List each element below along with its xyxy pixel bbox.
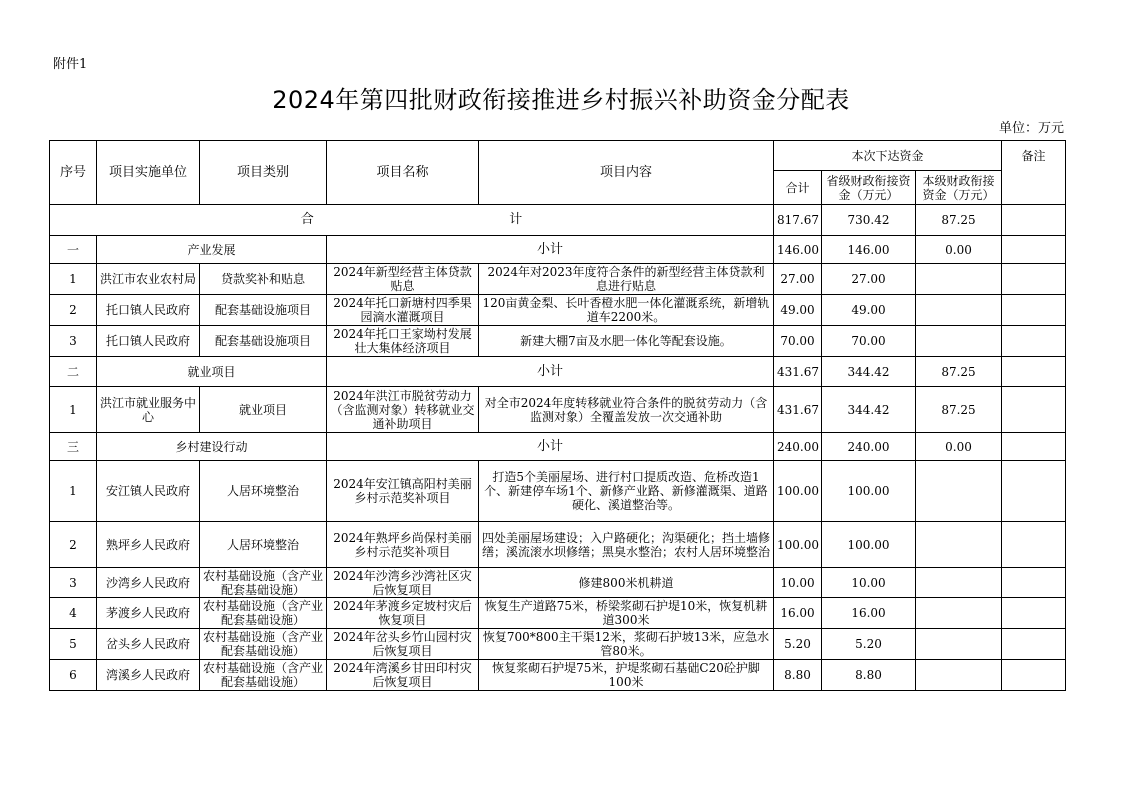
row-category: 就业项目 [200, 387, 327, 433]
row-remark [1002, 387, 1066, 433]
row-local [916, 295, 1002, 326]
row-total: 49.00 [774, 295, 822, 326]
section-total: 240.00 [774, 433, 822, 461]
row-seq: 2 [50, 295, 97, 326]
row-org: 熟坪乡人民政府 [97, 522, 200, 568]
section-name: 产业发展 [97, 236, 327, 264]
header-local: 本级财政衔接资金（万元） [916, 171, 1002, 205]
header-total: 合计 [774, 171, 822, 205]
row-provincial: 16.00 [822, 598, 916, 629]
grand-total-amount: 817.67 [774, 205, 822, 236]
row-total: 100.00 [774, 461, 822, 522]
header-remark: 备注 [1002, 141, 1066, 205]
row-seq: 5 [50, 629, 97, 660]
row-category: 农村基础设施（含产业配套基础设施） [200, 660, 327, 691]
row-org: 托口镇人民政府 [97, 326, 200, 357]
row-seq: 3 [50, 568, 97, 598]
section-provincial: 146.00 [822, 236, 916, 264]
row-local [916, 568, 1002, 598]
table-row [50, 598, 1066, 629]
table-row [50, 629, 1066, 660]
header-content: 项目内容 [479, 141, 774, 205]
row-seq: 1 [50, 387, 97, 433]
row-project-name: 2024年熟坪乡尚保村美丽乡村示范奖补项目 [327, 522, 479, 568]
row-local [916, 629, 1002, 660]
row-project-name: 2024年沙湾乡沙湾社区灾后恢复项目 [327, 568, 479, 598]
row-remark [1002, 295, 1066, 326]
row-provincial: 344.42 [822, 387, 916, 433]
section-subtotal-label: 小计 [327, 433, 774, 461]
row-project-name: 2024年岔头乡竹山园村灾后恢复项目 [327, 629, 479, 660]
row-content: 恢复700*800主干渠12米，浆砌石护坡13米，应急水管80米。 [479, 629, 774, 660]
row-category: 农村基础设施（含产业配套基础设施） [200, 629, 327, 660]
row-content: 打造5个美丽屋场、进行村口提质改造、危桥改造1个、新建停车场1个、新修产业路、新修灌溉渠、道路硬化、溪道整治等。 [479, 461, 774, 522]
row-content: 四处美丽屋场建设；入户路硬化；沟渠硬化；挡土墙修缮；溪流滚水坝修缮；黑臭水整治；农村人居环境整治 [479, 522, 774, 568]
row-org: 洪江市农业农村局 [97, 264, 200, 295]
row-content: 修建800米机耕道 [479, 568, 774, 598]
header-org: 项目实施单位 [97, 141, 200, 205]
row-content: 2024年对2023年度符合条件的新型经营主体贷款利息进行贴息 [479, 264, 774, 295]
header-seq: 序号 [50, 141, 97, 205]
section-local: 87.25 [916, 357, 1002, 387]
grand-total-provincial: 730.42 [822, 205, 916, 236]
table-row [50, 326, 1066, 357]
row-remark [1002, 660, 1066, 691]
row-content: 对全市2024年度转移就业符合条件的脱贫劳动力（含监测对象）全覆盖发放一次交通补助 [479, 387, 774, 433]
table-row [50, 522, 1066, 568]
allocation-table [49, 140, 1066, 691]
row-category: 农村基础设施（含产业配套基础设施） [200, 568, 327, 598]
row-provincial: 5.20 [822, 629, 916, 660]
row-project-name: 2024年茅渡乡定坡村灾后恢复项目 [327, 598, 479, 629]
row-total: 16.00 [774, 598, 822, 629]
row-remark [1002, 629, 1066, 660]
header-provincial: 省级财政衔接资金（万元） [822, 171, 916, 205]
row-project-name: 2024年托口新塘村四季果园滴水灌溉项目 [327, 295, 479, 326]
table-row [50, 387, 1066, 433]
row-seq: 3 [50, 326, 97, 357]
row-local [916, 598, 1002, 629]
row-content: 恢复浆砌石护堤75米，护堤浆砌石基础C20砼护脚100米 [479, 660, 774, 691]
row-provincial: 10.00 [822, 568, 916, 598]
row-local [916, 264, 1002, 295]
grand-total-local: 87.25 [916, 205, 1002, 236]
row-seq: 6 [50, 660, 97, 691]
row-total: 27.00 [774, 264, 822, 295]
row-org: 洪江市就业服务中心 [97, 387, 200, 433]
section-total: 146.00 [774, 236, 822, 264]
row-provincial: 100.00 [822, 461, 916, 522]
grand-total-label-right: 计 [509, 212, 523, 227]
row-local: 87.25 [916, 387, 1002, 433]
section-row [50, 357, 1066, 387]
row-org: 茅渡乡人民政府 [97, 598, 200, 629]
table-row [50, 295, 1066, 326]
section-row [50, 433, 1066, 461]
row-total: 431.67 [774, 387, 822, 433]
row-total: 8.80 [774, 660, 822, 691]
row-remark [1002, 326, 1066, 357]
attachment-label: 附件1 [53, 57, 88, 72]
section-seq: 二 [50, 357, 97, 387]
header-funds-group: 本次下达资金 [774, 141, 1002, 171]
table-row [50, 660, 1066, 691]
row-remark [1002, 461, 1066, 522]
row-provincial: 49.00 [822, 295, 916, 326]
row-project-name: 2024年新型经营主体贷款贴息 [327, 264, 479, 295]
grand-total-label-left: 合 [300, 212, 314, 227]
row-content: 新建大棚7亩及水肥一体化等配套设施。 [479, 326, 774, 357]
row-provincial: 27.00 [822, 264, 916, 295]
row-category: 配套基础设施项目 [200, 295, 327, 326]
row-category: 人居环境整治 [200, 461, 327, 522]
unit-label: 单位：万元 [998, 121, 1064, 136]
row-total: 70.00 [774, 326, 822, 357]
grand-total-label [50, 205, 774, 236]
row-provincial: 8.80 [822, 660, 916, 691]
section-remark [1002, 357, 1066, 387]
row-remark [1002, 264, 1066, 295]
row-category: 贷款奖补和贴息 [200, 264, 327, 295]
row-seq: 2 [50, 522, 97, 568]
row-org: 湾溪乡人民政府 [97, 660, 200, 691]
row-seq: 4 [50, 598, 97, 629]
section-name: 就业项目 [97, 357, 327, 387]
row-local [916, 326, 1002, 357]
section-subtotal-label: 小计 [327, 357, 774, 387]
row-remark [1002, 598, 1066, 629]
section-provincial: 240.00 [822, 433, 916, 461]
row-remark [1002, 568, 1066, 598]
table-row [50, 568, 1066, 598]
section-seq: 三 [50, 433, 97, 461]
row-local [916, 660, 1002, 691]
row-category: 农村基础设施（含产业配套基础设施） [200, 598, 327, 629]
row-local [916, 522, 1002, 568]
table-row [50, 264, 1066, 295]
row-seq: 1 [50, 461, 97, 522]
row-total: 100.00 [774, 522, 822, 568]
grand-total-row [50, 205, 1066, 236]
row-org: 沙湾乡人民政府 [97, 568, 200, 598]
grand-total-remark [1002, 205, 1066, 236]
section-local: 0.00 [916, 236, 1002, 264]
row-content: 120亩黄金梨、长叶香橙水肥一体化灌溉系统，新增轨道车2200米。 [479, 295, 774, 326]
header-name: 项目名称 [327, 141, 479, 205]
section-seq: 一 [50, 236, 97, 264]
section-row [50, 236, 1066, 264]
section-total: 431.67 [774, 357, 822, 387]
row-content: 恢复生产道路75米，桥梁浆砌石护堤10米，恢复机耕道300米 [479, 598, 774, 629]
row-org: 岔头乡人民政府 [97, 629, 200, 660]
row-total: 10.00 [774, 568, 822, 598]
section-subtotal-label: 小计 [327, 236, 774, 264]
row-seq: 1 [50, 264, 97, 295]
row-org: 托口镇人民政府 [97, 295, 200, 326]
table-row [50, 461, 1066, 522]
row-total: 5.20 [774, 629, 822, 660]
section-provincial: 344.42 [822, 357, 916, 387]
page-title: 2024年第四批财政衔接推进乡村振兴补助资金分配表 [272, 86, 850, 114]
row-remark [1002, 522, 1066, 568]
row-category: 配套基础设施项目 [200, 326, 327, 357]
row-category: 人居环境整治 [200, 522, 327, 568]
row-local [916, 461, 1002, 522]
section-local: 0.00 [916, 433, 1002, 461]
table-body [50, 205, 1066, 691]
row-project-name: 2024年托口王家坳村发展壮大集体经济项目 [327, 326, 479, 357]
row-project-name: 2024年洪江市脱贫劳动力（含监测对象）转移就业交通补助项目 [327, 387, 479, 433]
row-project-name: 2024年湾溪乡甘田印村灾后恢复项目 [327, 660, 479, 691]
section-name: 乡村建设行动 [97, 433, 327, 461]
section-remark [1002, 433, 1066, 461]
row-provincial: 70.00 [822, 326, 916, 357]
row-provincial: 100.00 [822, 522, 916, 568]
row-org: 安江镇人民政府 [97, 461, 200, 522]
section-remark [1002, 236, 1066, 264]
row-project-name: 2024年安江镇高阳村美丽乡村示范奖补项目 [327, 461, 479, 522]
header-category: 项目类别 [200, 141, 327, 205]
